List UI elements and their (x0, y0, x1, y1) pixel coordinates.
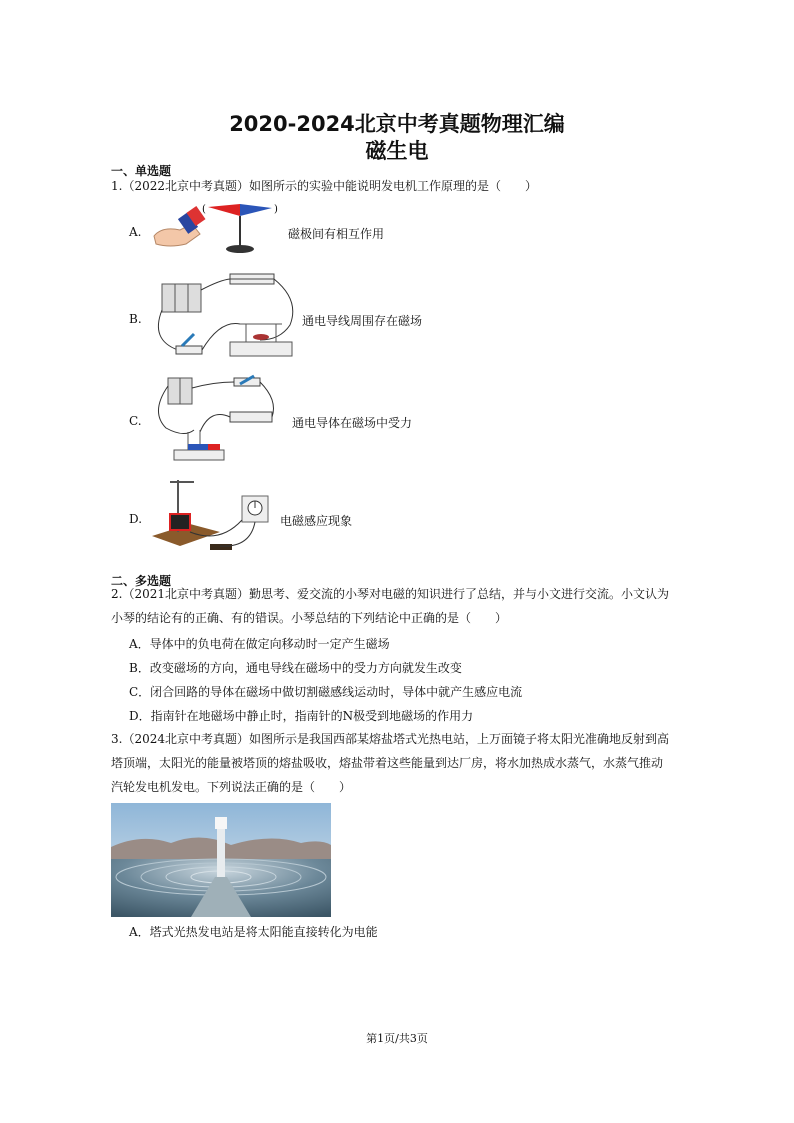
q1-option-a-label: A. (129, 225, 142, 239)
document-title: 2020-2024北京中考真题物理汇编 (229, 112, 565, 136)
q1-option-d-caption: 电磁感应现象 (280, 514, 353, 528)
question-3-stem-line-2: 塔顶端，太阳光的能量被塔顶的熔盐吸收，熔盐带着这些能量到达厂房，将水加热成水蒸气，水蒸气推动 (111, 756, 664, 770)
svg-text:(: ( (202, 204, 206, 215)
oersted-circuit-figure (150, 270, 300, 365)
motor-principle-figure (150, 372, 280, 467)
solar-tower-photo (111, 803, 331, 917)
q1-option-b-caption: 通电导线周围存在磁场 (302, 314, 423, 328)
question-3-stem-line-3: 汽轮发电机发电。下列说法正确的是（ ） (111, 780, 352, 794)
q1-option-c-label: C. (129, 414, 142, 428)
question-3-stem-line-1: 3.（2024北京中考真题）如图所示是我国西部某熔盐塔式光热电站，上万面镜子将太阳光准确地反射到高 (111, 732, 669, 746)
magnet-compass-figure (150, 200, 280, 256)
question-1-stem: 1.（2022北京中考真题）如图所示的实验中能说明发电机工作原理的是（ ） (111, 179, 537, 193)
electromagnetic-induction-figure (150, 474, 275, 556)
svg-text:): ) (274, 204, 278, 215)
q1-option-b-label: B. (129, 312, 142, 326)
q1-option-c-caption: 通电导体在磁场中受力 (292, 416, 413, 430)
page-footer: 第1页/共3页 (366, 1032, 428, 1045)
q2-option-a: A．导体中的负电荷在做定向移动时一定产生磁场 (129, 637, 390, 651)
q1-option-a-caption: 磁极间有相互作用 (288, 227, 385, 241)
question-2-stem-line-2: 小琴的结论有的正确、有的错误。小琴总结的下列结论中正确的是（ ） (111, 611, 508, 625)
q3-option-a: A．塔式光热发电站是将太阳能直接转化为电能 (129, 925, 378, 939)
section-heading-single-choice: 一、单选题 (111, 164, 172, 178)
section-heading-multiple-choice: 二、多选题 (111, 574, 172, 588)
document-subtitle: 磁生电 (365, 139, 429, 163)
q1-option-d-label: D. (129, 512, 143, 526)
q2-option-b: B．改变磁场的方向，通电导线在磁场中的受力方向就发生改变 (129, 661, 462, 675)
q2-option-c: C．闭合回路的导体在磁场中做切割磁感线运动时，导体中就产生感应电流 (129, 685, 523, 699)
q2-option-d: D．指南针在地磁场中静止时，指南针的N极受到地磁场的作用力 (129, 709, 474, 723)
question-2-stem-line-1: 2.（2021北京中考真题）勤思考、爱交流的小琴对电磁的知识进行了总结，并与小文进行交流。小文认为 (111, 587, 669, 601)
